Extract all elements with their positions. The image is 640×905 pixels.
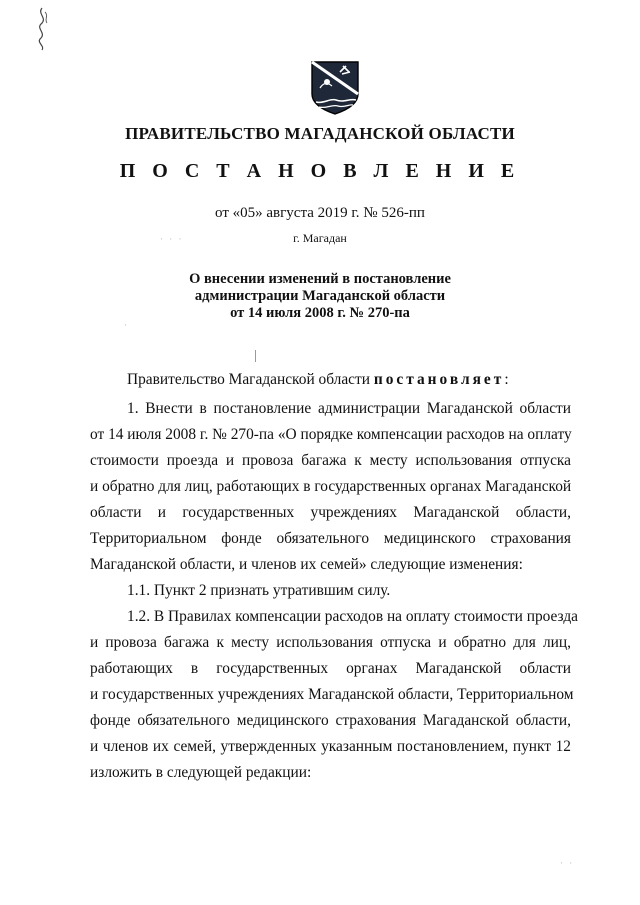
body-line: фонде обязательного медицинского страхования Магаданской области,: [90, 712, 571, 729]
body-line: стоимости проезда и провоза багажа к месту использования отпуска: [90, 452, 571, 469]
body-line: и провоза багажа к месту использования отпуска и обратно для лиц,: [90, 634, 571, 651]
body-line: работающих в государственных органах Магаданской области: [90, 660, 571, 677]
document-type: П О С Т А Н О В Л Е Н И Е: [119, 160, 521, 182]
body-line: и членов их семей, утвержденных указанным постановлением, пункт 12: [90, 738, 571, 755]
scan-noise: · ·: [560, 858, 575, 868]
subject-line-1: О внесении изменений в постановление: [189, 271, 451, 287]
body-line: Магаданской области, и членов их семей» следующие изменения:: [90, 556, 523, 573]
body-line: 1. Внести в постановление администрации Магаданской области: [127, 400, 571, 417]
body-line: области и государственных учреждениях Магаданской области,: [90, 504, 571, 521]
document-date-number: от «05» августа 2019 г. № 526-пп: [215, 205, 425, 221]
document-city: г. Магадан: [293, 231, 347, 245]
scan-noise: ·: [124, 320, 129, 330]
document-subject: [0, 271, 640, 322]
subject-line-2: администрации Магаданской области: [194, 288, 446, 304]
intro-prefix: Правительство Магаданской области: [127, 371, 374, 388]
intro-suffix: :: [504, 371, 509, 388]
body-line: и обратно для лиц, работающих в государственных органах Магаданской: [90, 478, 572, 495]
coat-of-arms-icon: [306, 58, 364, 116]
body-line: от 14 июля 2008 г. № 270-па «О порядке компенсации расходов на оплату: [90, 426, 572, 443]
scan-noise: · · ·: [160, 234, 184, 244]
handwritten-mark: [28, 6, 58, 52]
organization-title: ПРАВИТЕЛЬСТВО МАГАДАНСКОЙ ОБЛАСТИ: [125, 124, 515, 143]
body-line: и государственных учреждениях Магаданской области, Территориальном: [90, 686, 574, 703]
scan-mark: [255, 350, 256, 362]
subject-line-3: от 14 июля 2008 г. № 270-па: [230, 305, 410, 321]
decree-word: постановляет: [373, 371, 505, 388]
intro-line: [127, 370, 608, 390]
body-line: 1.1. Пункт 2 признать утратившим силу.: [127, 582, 391, 599]
body-line: 1.2. В Правилах компенсации расходов на оплату стоимости проезда: [127, 608, 579, 625]
body-line: изложить в следующей редакции:: [90, 764, 312, 781]
body-line: Территориальном фонде обязательного медицинского страхования: [90, 530, 571, 547]
